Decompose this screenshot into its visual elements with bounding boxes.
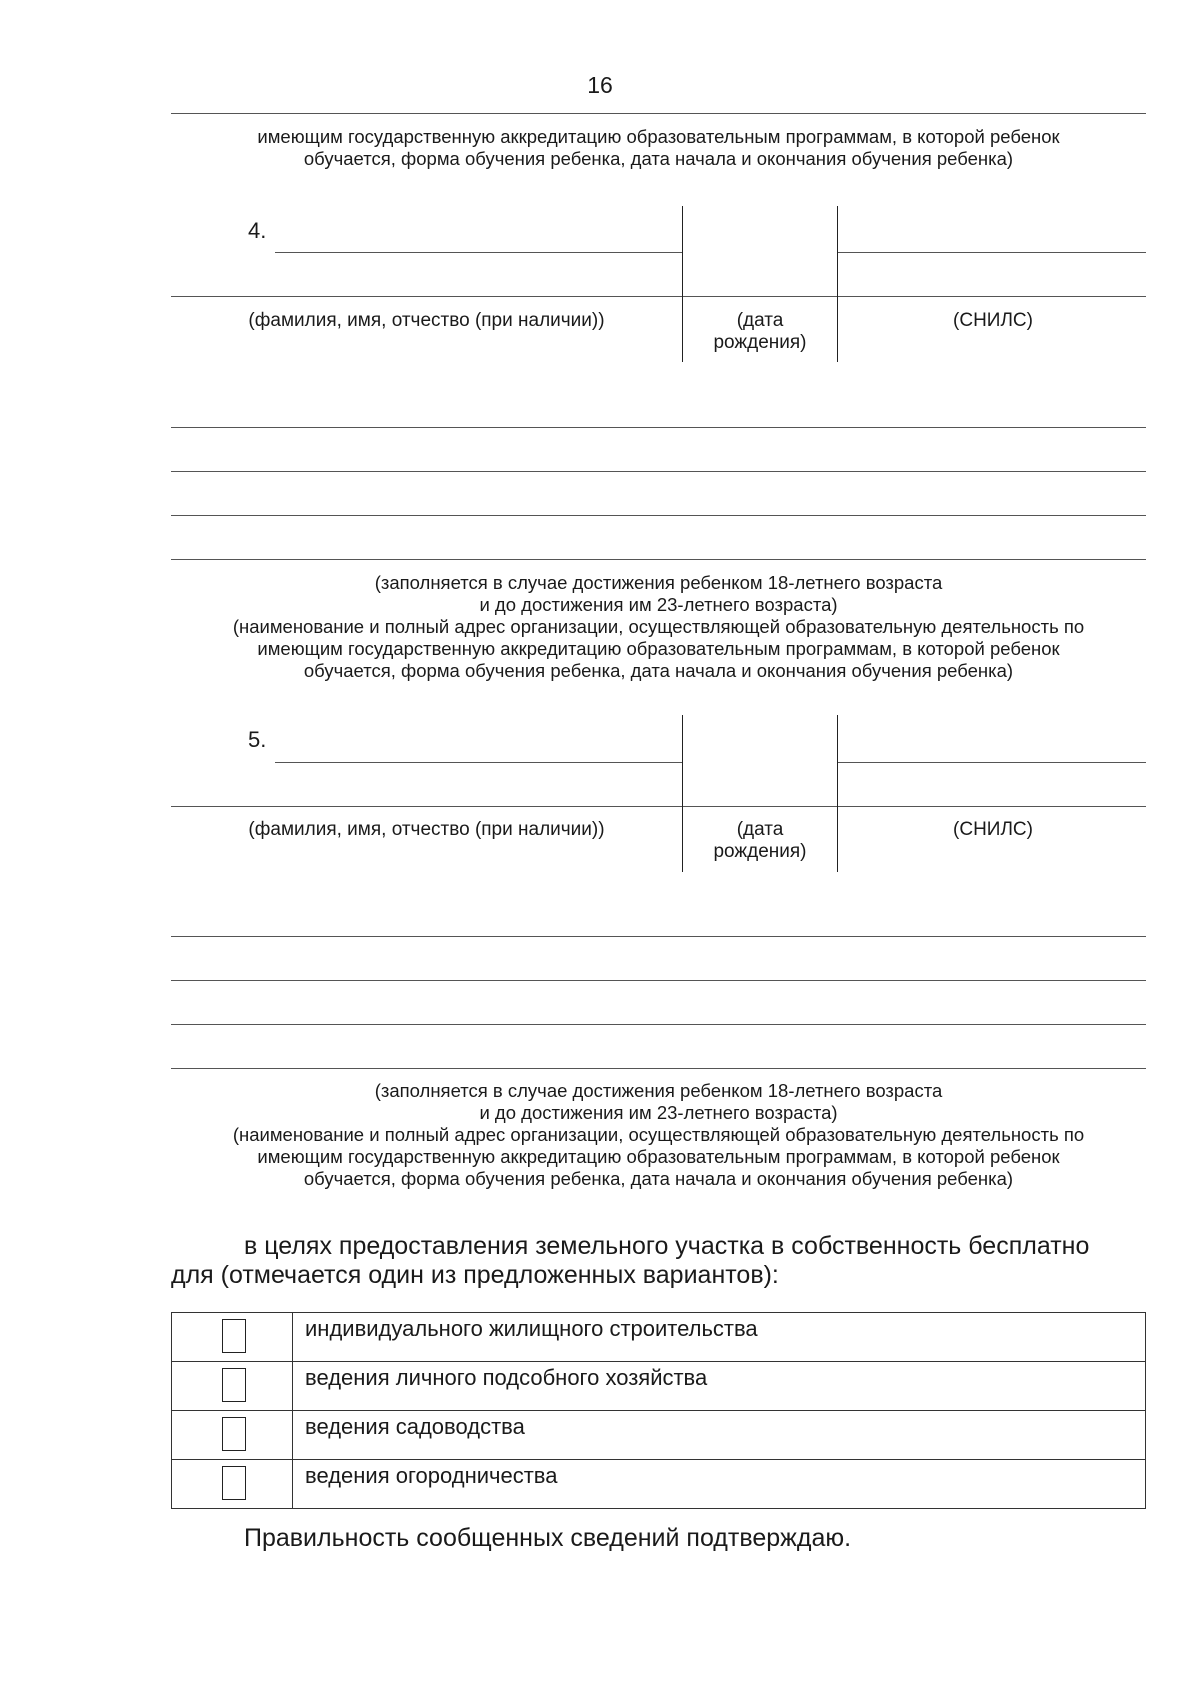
option-checkbox[interactable]: [222, 1319, 246, 1353]
top-note: [150, 126, 1167, 170]
option-checkbox-cell: [172, 1411, 293, 1460]
education-input-line[interactable]: [171, 980, 1146, 981]
option-checkbox-cell: [172, 1362, 293, 1411]
snils-caption: (СНИЛС): [953, 819, 1033, 840]
top-note-line: обучается, форма обучения ребенка, дата начала и окончания обучения ребенка): [303, 148, 1014, 169]
column-divider: [837, 206, 838, 362]
purpose-paragraph: [171, 1232, 1146, 1290]
option-checkbox-cell: [172, 1313, 293, 1362]
option-checkbox[interactable]: [222, 1417, 246, 1451]
note-line: (наименование и полный адрес организации, осуществляющей образовательную деятельность по: [232, 1124, 1085, 1145]
note-line: имеющим государственную аккредитацию образовательным программам, в которой ребенок: [257, 638, 1060, 659]
option-checkbox[interactable]: [222, 1368, 246, 1402]
child-number: 5.: [248, 727, 267, 752]
note-line: (заполняется в случае достижения ребенком 18-летнего возраста: [374, 572, 943, 593]
dob-caption: [684, 310, 836, 354]
note-line: (заполняется в случае достижения ребенком 18-летнего возраста: [374, 1080, 943, 1101]
fio-input-line[interactable]: [275, 252, 682, 253]
dob-caption-line: рождения): [713, 841, 807, 862]
column-divider: [682, 206, 683, 362]
child-number: 4.: [248, 218, 267, 243]
purpose-line: в целях предоставления земельного участка в собственность бесплатно: [244, 1232, 1090, 1260]
column-divider: [837, 715, 838, 872]
option-row: [172, 1313, 1146, 1362]
fio-input-line[interactable]: [275, 762, 682, 763]
dob-caption: [684, 819, 836, 863]
note-line: (наименование и полный адрес организации, осуществляющей образовательную деятельность по: [232, 616, 1085, 637]
page-number: 16: [587, 72, 613, 98]
education-input-line[interactable]: [171, 559, 1146, 560]
option-label: ведения личного подсобного хозяйства: [293, 1362, 1146, 1411]
note-line: обучается, форма обучения ребенка, дата начала и окончания обучения ребенка): [303, 660, 1014, 681]
divider-line: [171, 113, 1146, 114]
option-label: ведения огородничества: [293, 1460, 1146, 1509]
snils-input-line[interactable]: [838, 252, 1146, 253]
option-checkbox-cell: [172, 1460, 293, 1509]
confirmation-text: Правильность сообщенных сведений подтверждаю.: [244, 1524, 852, 1552]
education-input-line[interactable]: [171, 515, 1146, 516]
education-note: [150, 1080, 1167, 1190]
note-line: и до достижения им 23-летнего возраста): [479, 594, 838, 615]
column-divider: [682, 715, 683, 872]
row-line: [171, 806, 1146, 807]
education-input-line[interactable]: [171, 471, 1146, 472]
purpose-line: для (отмечается один из предложенных вариантов):: [171, 1261, 779, 1289]
option-label: ведения садоводства: [293, 1411, 1146, 1460]
option-row: [172, 1411, 1146, 1460]
note-line: и до достижения им 23-летнего возраста): [479, 1102, 838, 1123]
fio-caption: (фамилия, имя, отчество (при наличии)): [248, 310, 605, 331]
dob-caption-line: рождения): [713, 332, 807, 353]
top-note-line: имеющим государственную аккредитацию образовательным программам, в которой ребенок: [257, 126, 1060, 147]
snils-caption: (СНИЛС): [953, 310, 1033, 331]
education-note: [150, 572, 1167, 682]
education-input-line[interactable]: [171, 1068, 1146, 1069]
option-row: [172, 1460, 1146, 1509]
land-purpose-options: [171, 1312, 1146, 1509]
education-input-line[interactable]: [171, 427, 1146, 428]
dob-caption-line: (дата: [736, 819, 784, 840]
education-input-line[interactable]: [171, 1024, 1146, 1025]
option-checkbox[interactable]: [222, 1466, 246, 1500]
snils-input-line[interactable]: [838, 762, 1146, 763]
dob-caption-line: (дата: [736, 310, 784, 331]
option-label: индивидуального жилищного строительства: [293, 1313, 1146, 1362]
row-line: [171, 296, 1146, 297]
note-line: обучается, форма обучения ребенка, дата начала и окончания обучения ребенка): [303, 1168, 1014, 1189]
fio-caption: (фамилия, имя, отчество (при наличии)): [248, 819, 605, 840]
option-row: [172, 1362, 1146, 1411]
note-line: имеющим государственную аккредитацию образовательным программам, в которой ребенок: [257, 1146, 1060, 1167]
education-input-line[interactable]: [171, 936, 1146, 937]
